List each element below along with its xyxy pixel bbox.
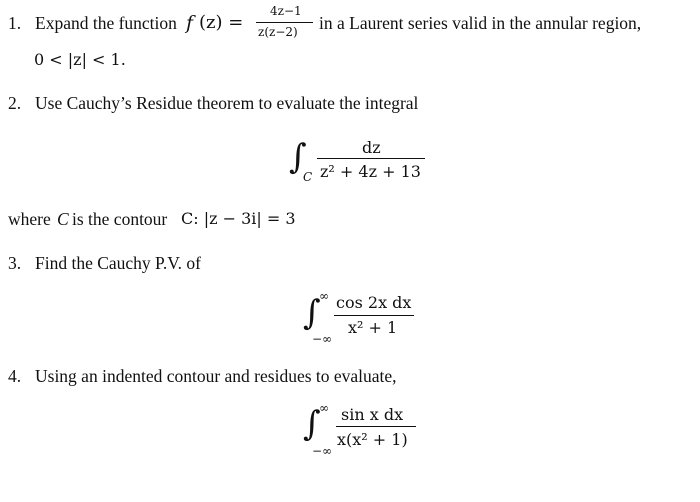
problem-text-continued: in a Laurent series valid in the annular region, — [319, 13, 642, 33]
where-text: is the contour — [72, 209, 168, 229]
contour-symbol: C — [57, 209, 69, 229]
integral-lower-limit: C — [303, 170, 313, 184]
integral-upper-limit: ∞ — [319, 289, 329, 303]
integral-numerator: sin x dx — [341, 405, 404, 424]
integral-denominator: x² + 1 — [348, 318, 398, 337]
fraction-denominator: z(z−2) — [258, 25, 298, 39]
where-label: where — [8, 209, 51, 229]
integral-lower-limit: −∞ — [312, 444, 333, 458]
integral-sign: ∫ — [303, 404, 321, 444]
problem-text: Find the Cauchy P.V. of — [35, 253, 201, 273]
integral-upper-limit: ∞ — [319, 401, 329, 415]
problem-number: 4. — [8, 366, 22, 386]
integral-fraction-bar — [336, 426, 416, 427]
integral-fraction-bar — [334, 315, 414, 316]
fraction-numerator: 4z−1 — [270, 4, 302, 18]
annular-region: 0 < |z| < 1. — [34, 50, 126, 69]
problem-number: 3. — [8, 253, 22, 273]
integral-lower-limit: −∞ — [312, 332, 333, 346]
integral-numerator: cos 2x dx — [336, 293, 412, 312]
problem-text: Using an indented contour and residues to evaluate, — [35, 366, 397, 386]
problem-number: 1. — [8, 13, 22, 33]
contour-equation: C: |z − 3i| = 3 — [181, 209, 296, 228]
problem-text: Use Cauchy’s Residue theorem to evaluate the integral — [35, 93, 419, 113]
integral-fraction-bar — [317, 158, 425, 159]
integral-denominator: z² + 4z + 13 — [320, 162, 421, 181]
problem-number: 2. — [8, 93, 22, 113]
integral-sign: ∫ — [289, 137, 307, 177]
fraction-bar — [256, 22, 313, 23]
integral-denominator: x(x² + 1) — [337, 430, 408, 449]
function-argument: (z) = — [199, 12, 244, 33]
problem-text: Expand the function — [35, 13, 177, 33]
integral-numerator: dz — [362, 138, 381, 157]
function-name: f — [186, 12, 194, 34]
integral-sign: ∫ — [303, 293, 321, 333]
